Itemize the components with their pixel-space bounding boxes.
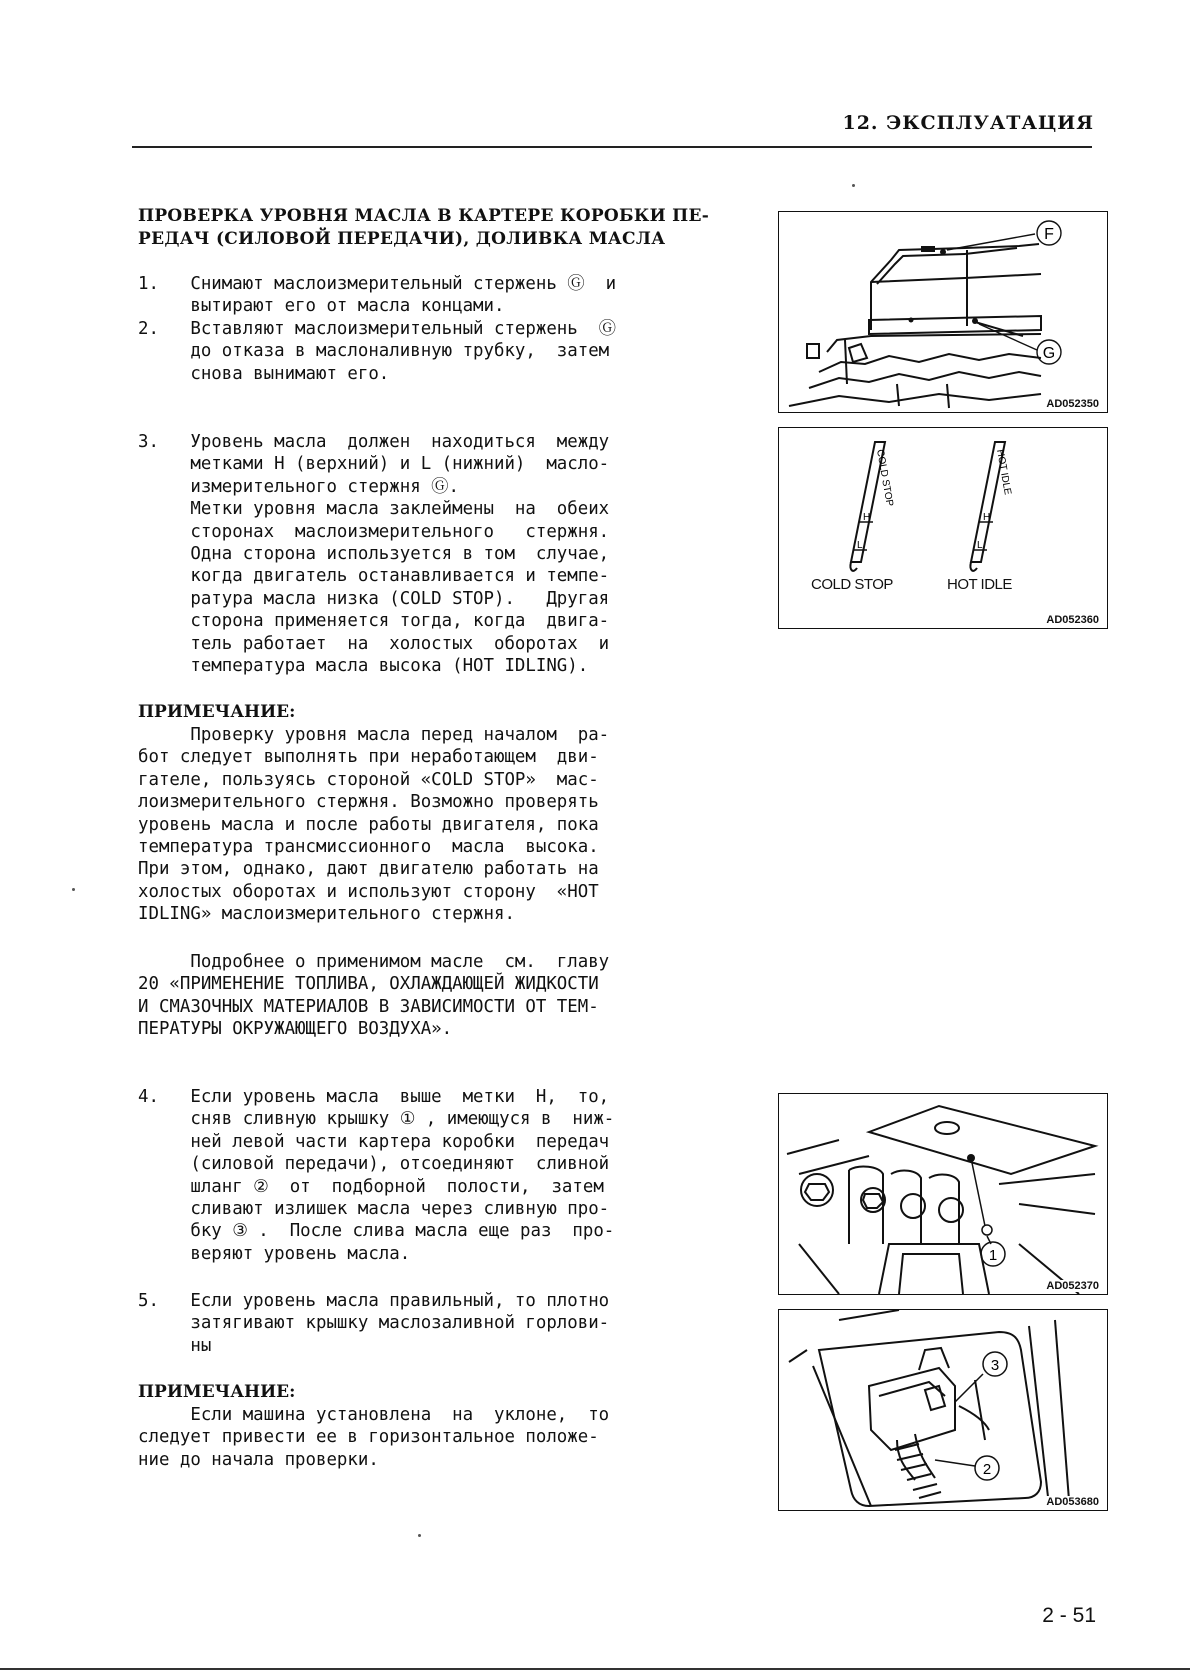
mark-h-right: H [983,512,991,523]
steps-1-2-text: 1. Снимают маслоизмерительный стержень Ⓖ и вытирают его от масла концами. 2. Вставляют маслоизмерительный стержень Ⓖ до отказа в маслоналивную трубку, затем снова вынимают его. [138,274,617,384]
engine-illustration [779,212,1107,412]
dipstick-illustration [779,428,1107,628]
step-4-text: 4. Если уровень масла выше метки H, то, сняв сливную крышку ① , имеющуся в ниж- ней левой части картера коробки передач (силовой передачи), отсоединяют сливной шланг ② от подборной полости, затем сливают излишек масла через сливную про- бку ③ . После слива масла еще раз про- веряют уровень масла. [138,1087,615,1264]
figure-dipstick-location [778,211,1108,413]
callout-g: G [1042,345,1056,362]
header-rule [132,146,1092,148]
scan-dot [852,184,855,187]
reference-text: Подробнее о применимом масле см. главу 20 «ПРИМЕНЕНИЕ ТОПЛИВА, ОХЛАЖДАЮЩЕЙ ЖИДКОСТИ И СМАЗОЧНЫХ МАТЕРИАЛОВ В ЗАВИСИМОСТИ ОТ ТЕМ- ПЕРАТУРЫ ОКРУЖАЮЩЕГО ВОЗДУХА». [138,952,610,1040]
figure-drain-cover [778,1093,1108,1295]
note-heading-1: ПРИМЕЧАНИЕ: [138,702,296,722]
page-number: 2 - 51 [1042,1604,1096,1627]
figure-dipstick-sides [778,427,1108,629]
figure-code-3: AD052370 [1046,1280,1099,1292]
scan-dot [418,1534,421,1537]
label-hot-idle: HOT IDLE [947,576,1012,593]
bottom-rule [0,1668,1190,1670]
figure-code-4: AD053680 [1046,1496,1099,1508]
note-2-text: Если машина установлена на уклоне, то следует привести ее в горизонтальное положе- ние до начала проверки. [138,1405,610,1470]
drain-hose-illustration [779,1310,1107,1510]
chapter-title: 12. ЭКСПЛУАТАЦИЯ [842,112,1094,134]
section-title-line-2: РЕДАЧ (СИЛОВОЙ ПЕРЕДАЧИ), ДОЛИВКА МАСЛА [138,229,666,249]
callout-3: 3 [990,1357,1000,1374]
callout-1: 1 [988,1247,998,1264]
step-5-text: 5. Если уровень масла правильный, то плотно затягивают крышку маслозаливной горлови- ны [138,1291,610,1356]
step-3-text: 3. Уровень масла должен находиться между метками H (верхний) и L (нижний) масло- измерительного стержня Ⓖ. Метки уровня масла заклеймены на обеих сторонах маслоизмерительного стержня. Одна сторона используется в том случае, когда двигатель останавливается и темпе- ратура масла низка (COLD STOP). Другая сторона применяется тогда, когда двига- тель работает на холостых оборотах и температура масла высока (HOT IDLING). [138,432,610,677]
drain-cover-illustration [779,1094,1107,1294]
section-title-line-1: ПРОВЕРКА УРОВНЯ МАСЛА В КАРТЕРЕ КОРОБКИ ПЕ- [138,206,710,226]
section-title [138,205,778,251]
mark-l-right: L [977,540,983,551]
mark-h-left: H [863,512,871,523]
stick-text-hot: HOT IDLE [994,448,1013,496]
figure-code-2: AD052360 [1046,614,1099,626]
stick-text-cold: COLD STOP [874,448,895,508]
figure-drain-hose [778,1309,1108,1511]
figure-code-1: AD052350 [1046,398,1099,410]
scan-dot [72,888,75,891]
note-1-text: Проверку уровня масла перед началом ра- бот следует выполнять при неработающем дви- гателе, пользуясь стороной «COLD STOP» мас- лоизмерительного стержня. Возможно проверять уровень масла и после работы двигателя, пока температура трансмиссионного масла высока. При этом, однако, дают двигателю работать на холостых оборотах и используют сторону «HOT IDLING» маслоизмерительного стержня. [138,725,610,925]
note-heading-2: ПРИМЕЧАНИЕ: [138,1382,296,1402]
label-cold-stop: COLD STOP [811,576,893,593]
callout-2: 2 [982,1461,992,1478]
mark-l-left: L [857,540,863,551]
callout-f: F [1044,226,1054,243]
